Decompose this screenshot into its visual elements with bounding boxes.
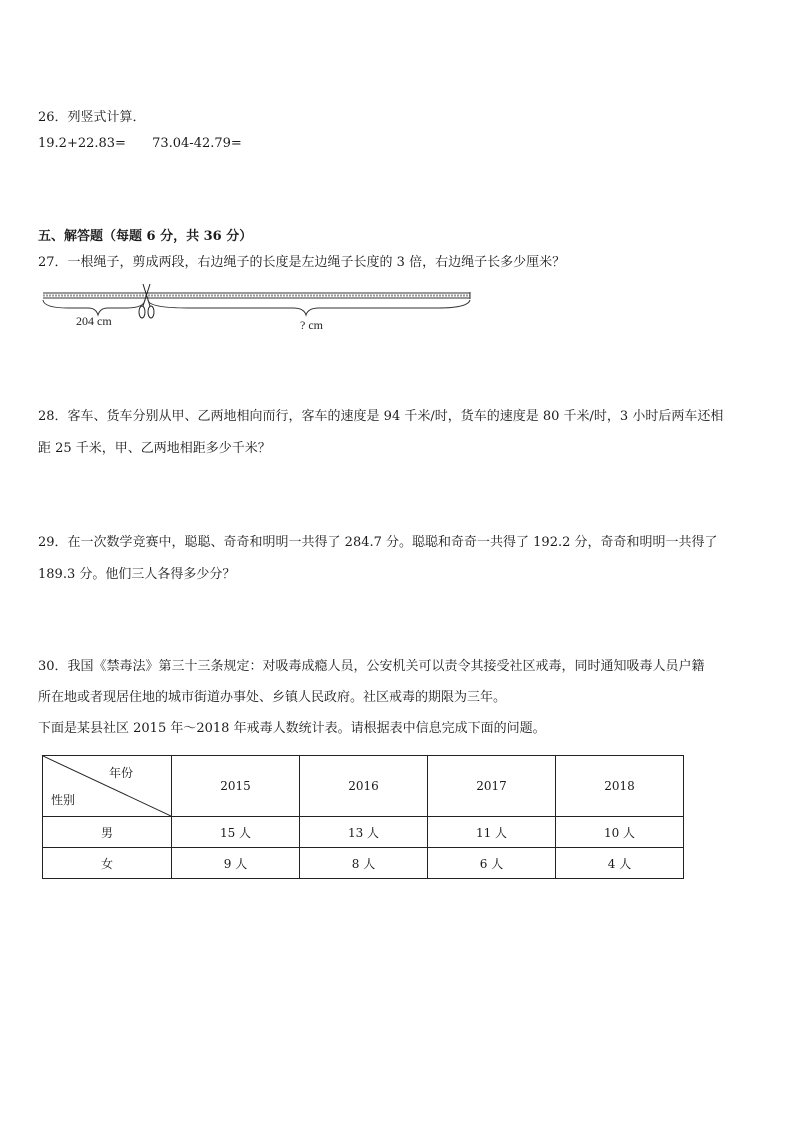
section5-heading: 五、解答题（每题 6 分，共 36 分） <box>38 229 253 244</box>
q28-line-1: 28．客车、货车分别从甲、乙两地相向而行，客车的速度是 94 千米/时，货车的速度是 80 千米/时，3 小时后两车还相 <box>38 409 724 424</box>
q30-line-1: 30．我国《禁毒法》第三十三条规定：对吸毒成瘾人员，公安机关可以责令其接受社区戒毒，同时通知吸毒人员户籍 <box>38 659 705 674</box>
table-cell: 15 人 <box>172 817 300 848</box>
table-cell: 11 人 <box>428 817 556 848</box>
right-length-label: ? cm <box>300 318 323 332</box>
table-cell: 9 人 <box>172 848 300 879</box>
table-cell: 13 人 <box>300 817 428 848</box>
q26-expressions <box>38 136 242 151</box>
q26-expr-2: 73.04-42.79= <box>152 136 242 151</box>
left-length-label: 204 cm <box>76 314 112 328</box>
row-label: 男 <box>43 817 172 848</box>
q29-line-2: 189.3 分。他们三人各得多少分？ <box>38 567 236 582</box>
q26-expr-1: 19.2+22.83= <box>38 136 126 151</box>
year-header: 2017 <box>428 756 556 817</box>
q26-heading: 26．列竖式计算． <box>38 110 146 125</box>
row-label: 女 <box>43 848 172 879</box>
table-cell: 8 人 <box>300 848 428 879</box>
corner-gender-label: 性别 <box>51 793 76 807</box>
corner-year-label: 年份 <box>108 766 133 780</box>
table-header-row <box>43 756 684 817</box>
rope-diagram <box>38 282 478 342</box>
q27-text: 27．一根绳子，剪成两段，右边绳子的长度是左边绳子长度的 3 倍，右边绳子长多少厘米？ <box>38 255 566 270</box>
year-header: 2015 <box>172 756 300 817</box>
q28-line-2: 距 25 千米，甲、乙两地相距多少千米？ <box>38 441 271 456</box>
table-cell: 4 人 <box>556 848 684 879</box>
q30-line-3: 下面是某县社区 2015 年～2018 年戒毒人数统计表。请根据表中信息完成下面的问题。 <box>38 721 546 736</box>
rope-illustration <box>38 282 478 342</box>
q29-line-1: 29．在一次数学竞赛中，聪聪、奇奇和明明一共得了 284.7 分。聪聪和奇奇一共得了 192.2 分，奇奇和明明一共得了 <box>38 535 718 550</box>
table-corner-cell <box>43 756 172 817</box>
drug-rehab-stats-table <box>42 755 684 879</box>
year-header: 2018 <box>556 756 684 817</box>
table-cell: 10 人 <box>556 817 684 848</box>
q30-line-2: 所在地或者现居住地的城市街道办事处、乡镇人民政府。社区戒毒的期限为三年。 <box>38 690 507 705</box>
table-row <box>43 817 684 848</box>
table-row <box>43 848 684 879</box>
scissors-icon <box>139 284 154 318</box>
table-cell: 6 人 <box>428 848 556 879</box>
year-header: 2016 <box>300 756 428 817</box>
